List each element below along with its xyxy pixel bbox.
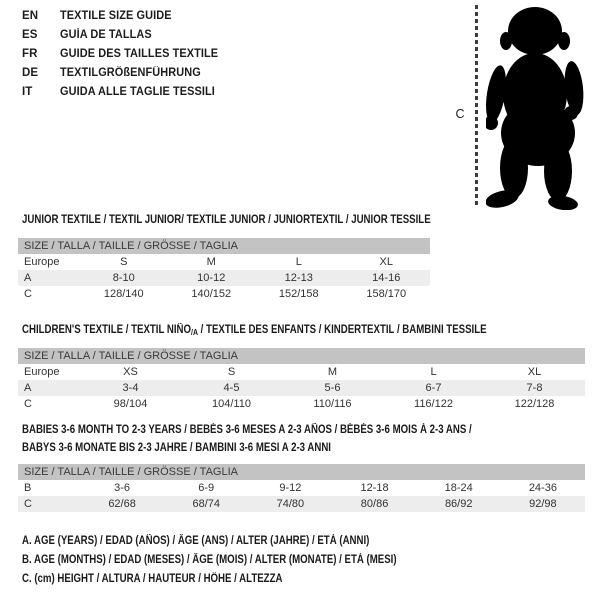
size-value-cell: 122/128	[514, 398, 555, 410]
language-code: IT	[22, 86, 33, 98]
size-value-cell: 110/116	[313, 398, 352, 410]
babies-section-title	[22, 421, 557, 457]
junior-section-title	[22, 214, 508, 226]
children-section-title	[22, 324, 575, 337]
children-title-subscript: /A	[191, 328, 198, 337]
language-title: GUIDE DES TAILLES TEXTILE	[60, 48, 219, 60]
size-value-cell: 104/110	[212, 398, 251, 410]
language-code: DE	[22, 67, 39, 79]
language-code: FR	[22, 48, 38, 60]
babies-size-table	[18, 464, 585, 512]
size-value-cell: 14-16	[343, 270, 431, 286]
size-value-cell: 6-7	[383, 380, 484, 396]
column-header-cell: L	[295, 256, 302, 268]
language-guide-list	[22, 10, 227, 105]
language-row	[22, 86, 227, 105]
junior-section-title-text: JUNIOR TEXTILE / TEXTIL JUNIOR/ TEXTILE JUNIOR / JUNIORTEXTIL / JUNIOR TESSILE	[22, 214, 431, 226]
babies-title-line2: BABYS 3-6 MONATE BIS 2-3 JAHRE / BAMBINI 3-6 MESI A 2-3 ANNI	[22, 442, 331, 454]
language-title: GUIDA ALLE TAGLIE TESSILI	[60, 86, 215, 98]
size-value-cell: 6-9	[198, 482, 215, 494]
size-value-cell: 4-5	[181, 380, 282, 396]
size-value-cell: 24-36	[528, 482, 557, 494]
footnote-c	[22, 573, 468, 592]
column-header-cell: M	[206, 256, 216, 268]
size-value-cell: 116/122	[414, 398, 453, 410]
footnote-c-text: C. (cm) HEIGHT / ALTURA / HAUTEUR / HÖHE / ALTEZZA	[22, 573, 283, 585]
table-row	[18, 396, 585, 412]
children-section-title-text	[22, 324, 487, 337]
size-value-cell: 158/170	[366, 288, 407, 300]
toddler-silhouette-icon	[486, 4, 596, 210]
size-value-cell: 5-6	[282, 380, 383, 396]
footnotes	[22, 535, 468, 592]
table-row	[18, 286, 430, 302]
column-header-row	[18, 364, 585, 380]
size-header-cell: SIZE / TALLA / TAILLE / GRÖSSE / TAGLIA	[18, 464, 585, 480]
size-value-cell: 152/158	[278, 288, 319, 300]
column-header-cell: S	[227, 366, 236, 378]
column-header-row	[18, 254, 430, 270]
size-value-cell: 3-4	[80, 380, 181, 396]
size-value-cell: 80/86	[332, 496, 416, 512]
size-value-cell: 128/140	[103, 288, 144, 300]
language-row	[22, 10, 227, 29]
table-row	[18, 270, 430, 286]
size-value-cell: 98/104	[113, 398, 148, 410]
table-row	[18, 496, 585, 512]
children-title-main: CHILDREN'S TEXTILE / TEXTIL NIÑO	[22, 324, 192, 336]
footnote-a-text: A. AGE (YEARS) / EDAD (AÑOS) / ÂGE (ANS) / ALTER (JAHRE) / ETÀ (ANNI)	[22, 535, 370, 547]
size-value-cell: 140/152	[191, 288, 232, 300]
language-code: EN	[22, 10, 39, 22]
column-header-cell: Europe	[24, 366, 60, 378]
size-header-cell: SIZE / TALLA / TAILLE / GRÖSSE / TAGLIA	[18, 238, 430, 254]
size-value-cell: 8-10	[80, 270, 168, 286]
row-label-cell: A	[18, 380, 80, 396]
language-title: TEXTILE SIZE GUIDE	[60, 10, 172, 22]
column-header-cell: S	[120, 256, 128, 268]
junior-size-table	[18, 238, 430, 302]
babies-title-line1: BABIES 3-6 MONTH TO 2-3 YEARS / BEBÉS 3-6 MESES A 2-3 AÑOS / BÉBÉS 3-6 MOIS À 2-3 ANS /	[22, 424, 472, 436]
size-value-cell: 10-12	[168, 270, 256, 286]
column-header-cell: M	[327, 366, 338, 378]
size-value-cell: 18-24	[444, 482, 473, 494]
size-value-cell: 12-13	[255, 270, 343, 286]
children-title-rest: / TEXTILE DES ENFANTS / KINDERTEXTIL / BAMBINI TESSILE	[197, 324, 487, 336]
row-label-cell: B	[24, 482, 32, 494]
size-value-cell: 74/80	[248, 496, 332, 512]
column-header-cell: XL	[379, 256, 393, 268]
height-measure-dashed-line	[475, 5, 478, 208]
language-row	[22, 48, 227, 67]
row-label-cell: C	[24, 398, 32, 410]
height-measure-label: C	[455, 107, 465, 121]
language-row	[22, 67, 227, 86]
table-row	[18, 380, 585, 396]
size-value-cell: 12-18	[360, 482, 389, 494]
language-code: ES	[22, 29, 38, 41]
column-header-cell: Europe	[24, 256, 60, 268]
footnote-b-text: B. AGE (MONTHS) / EDAD (MESES) / ÂGE (MOIS) / ALTER (MONATE) / ETÀ (MESI)	[22, 554, 397, 566]
size-value-cell: 68/74	[164, 496, 248, 512]
size-header-row	[18, 464, 585, 480]
language-title: TEXTILGRÖßENFÜHRUNG	[60, 67, 201, 79]
row-label-cell: A	[18, 270, 80, 286]
table-row	[18, 480, 585, 496]
size-value-cell: 3-6	[114, 482, 131, 494]
language-title: GUÍA DE TALLAS	[60, 29, 152, 41]
size-header-cell: SIZE / TALLA / TAILLE / GRÖSSE / TAGLIA	[18, 348, 585, 364]
column-header-cell: XL	[527, 366, 542, 378]
size-header-row	[18, 238, 430, 254]
row-label-cell: C	[18, 496, 80, 512]
row-label-cell: C	[24, 288, 32, 300]
column-header-cell: XS	[123, 366, 138, 378]
size-value-cell: 86/92	[417, 496, 501, 512]
size-header-row	[18, 348, 585, 364]
size-value-cell: 7-8	[484, 380, 585, 396]
size-value-cell: 92/98	[501, 496, 585, 512]
children-size-table	[18, 348, 585, 412]
footnote-a	[22, 535, 468, 554]
footnote-b	[22, 554, 468, 573]
size-value-cell: 62/68	[80, 496, 164, 512]
size-value-cell: 9-12	[279, 482, 302, 494]
column-header-cell: L	[430, 366, 437, 378]
language-row	[22, 29, 227, 48]
